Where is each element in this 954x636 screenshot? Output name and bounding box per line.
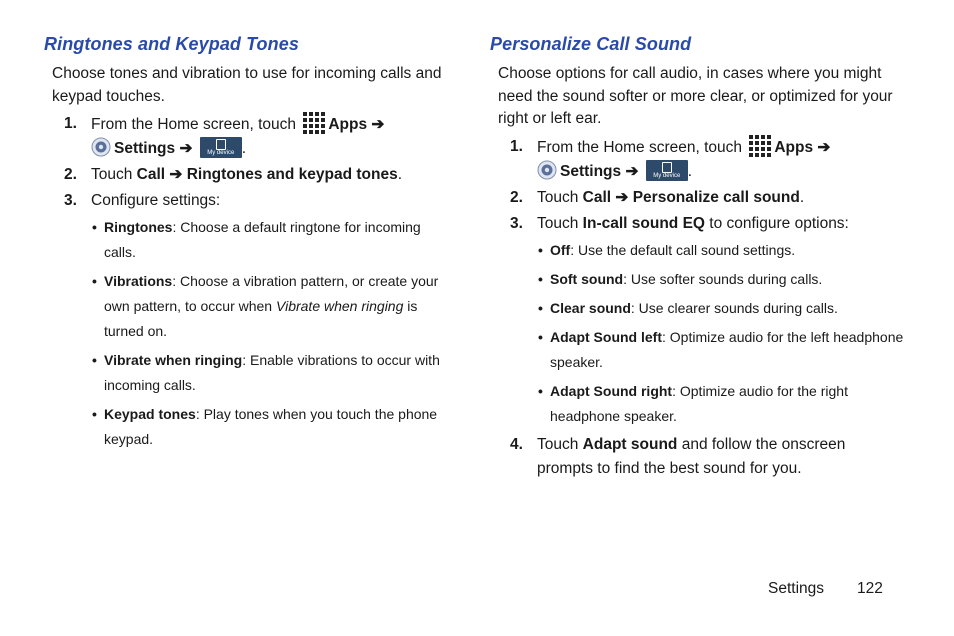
arrow: ➔ — [625, 162, 639, 180]
call-label: Call — [136, 166, 166, 183]
step-text: From the Home screen, touch — [91, 116, 297, 133]
term: Vibrations — [104, 273, 173, 289]
footer-section: Settings — [768, 580, 825, 597]
list-item — [91, 402, 454, 452]
section-intro: Choose options for call audio, in cases where you might need the sound softer or more clear, or optimized for your right or left ear. — [498, 65, 893, 127]
step-number: 1. — [510, 137, 523, 155]
list-item — [91, 269, 454, 344]
list-item — [537, 379, 905, 429]
list-item — [91, 348, 454, 398]
step-number: 3. — [64, 192, 77, 209]
arrow: ➔ — [371, 116, 385, 133]
settings-list — [44, 215, 454, 452]
italic-term: Vibrate when ringing — [276, 298, 404, 314]
section-title-ringtones: Ringtones and Keypad Tones — [44, 34, 299, 54]
my-device-tab-icon — [200, 137, 242, 158]
page-number: 122 — [857, 580, 883, 597]
my-device-tab-icon — [646, 160, 688, 181]
apps-grid-icon — [303, 112, 325, 134]
step-number: 3. — [510, 214, 523, 232]
in-call-sound-eq-label: In-call sound EQ — [582, 214, 705, 232]
my-device-label: My device — [653, 172, 681, 179]
description: : Play tones when you touch the phone keypad. — [104, 406, 438, 447]
arrow: ➔ — [817, 138, 831, 156]
my-device-label: My device — [207, 150, 235, 156]
description: : Optimize audio for the left headphone speaker. — [550, 328, 904, 370]
list-item — [537, 238, 905, 263]
step-text: Touch — [537, 435, 583, 453]
step-text-tail: to configure options: — [704, 214, 849, 232]
step-text: Touch — [537, 188, 583, 206]
step-1-line2 — [537, 160, 905, 184]
step-text: Touch — [537, 214, 583, 232]
term: Ringtones — [104, 219, 173, 235]
step-number: 2. — [64, 166, 77, 183]
settings-gear-icon — [537, 160, 557, 180]
step-1-line2 — [91, 137, 454, 161]
call-label: Call — [582, 188, 612, 206]
step-1 — [44, 112, 454, 161]
step-text: Configure settings: — [91, 192, 221, 209]
step-number: 4. — [510, 435, 523, 453]
step-3 — [490, 212, 905, 236]
settings-label: Settings — [560, 162, 622, 180]
term: Clear sound — [550, 299, 631, 316]
apps-grid-icon — [749, 135, 771, 157]
page-footer — [768, 580, 883, 598]
step-text: Touch — [91, 166, 137, 183]
description: : Use clearer sounds during calls. — [630, 299, 838, 316]
step-4 — [490, 433, 905, 481]
description: : Use softer sounds during calls. — [623, 270, 823, 287]
apps-label: Apps — [328, 116, 368, 133]
description: : Choose a default ringtone for incoming calls. — [104, 219, 421, 260]
period: . — [687, 162, 693, 180]
description: : Optimize audio for the right headphone speaker. — [550, 382, 848, 424]
settings-label: Settings — [114, 140, 176, 157]
right-column — [490, 34, 905, 483]
period: . — [397, 166, 403, 183]
description: : Choose a vibration pattern, or create your own pattern, to occur when — [104, 273, 439, 314]
description: : Enable vibrations to occur with incoming calls. — [104, 352, 440, 393]
ringtones-keypad-label: Ringtones and keypad tones — [186, 166, 398, 183]
step-1 — [490, 135, 905, 184]
apps-label: Apps — [774, 138, 814, 156]
list-item — [91, 215, 454, 265]
term: Soft sound — [550, 270, 624, 287]
term: Vibrate when ringing — [104, 352, 243, 368]
left-column — [44, 34, 454, 456]
period: . — [799, 188, 805, 206]
arrow: ➔ — [611, 188, 633, 206]
list-item — [537, 267, 905, 292]
step-3 — [44, 189, 454, 213]
list-item — [537, 325, 905, 375]
step-number: 2. — [510, 188, 523, 206]
period: . — [241, 140, 247, 157]
term: Adapt Sound left — [550, 328, 662, 345]
step-2 — [44, 163, 454, 187]
step-text-tail: and follow the onscreen prompts to find the best sound for you. — [537, 435, 846, 477]
section-intro: Choose tones and vibration to use for incoming calls and keypad touches. — [52, 65, 442, 105]
settings-gear-icon — [91, 137, 111, 157]
step-2 — [490, 186, 905, 210]
term: Off — [550, 241, 571, 258]
term: Keypad tones — [104, 406, 196, 422]
term: Adapt Sound right — [550, 382, 673, 399]
section-title-personalize: Personalize Call Sound — [490, 34, 692, 54]
arrow: ➔ — [179, 140, 193, 157]
step-number: 1. — [64, 115, 77, 132]
description: : Use the default call sound settings. — [570, 241, 796, 258]
arrow: ➔ — [165, 166, 187, 183]
personalize-call-sound-label: Personalize call sound — [632, 188, 800, 206]
list-item — [537, 296, 905, 321]
adapt-sound-label: Adapt sound — [582, 435, 678, 453]
options-list — [490, 238, 905, 429]
description-tail: is turned on. — [104, 298, 418, 339]
step-text: From the Home screen, touch — [537, 138, 743, 156]
